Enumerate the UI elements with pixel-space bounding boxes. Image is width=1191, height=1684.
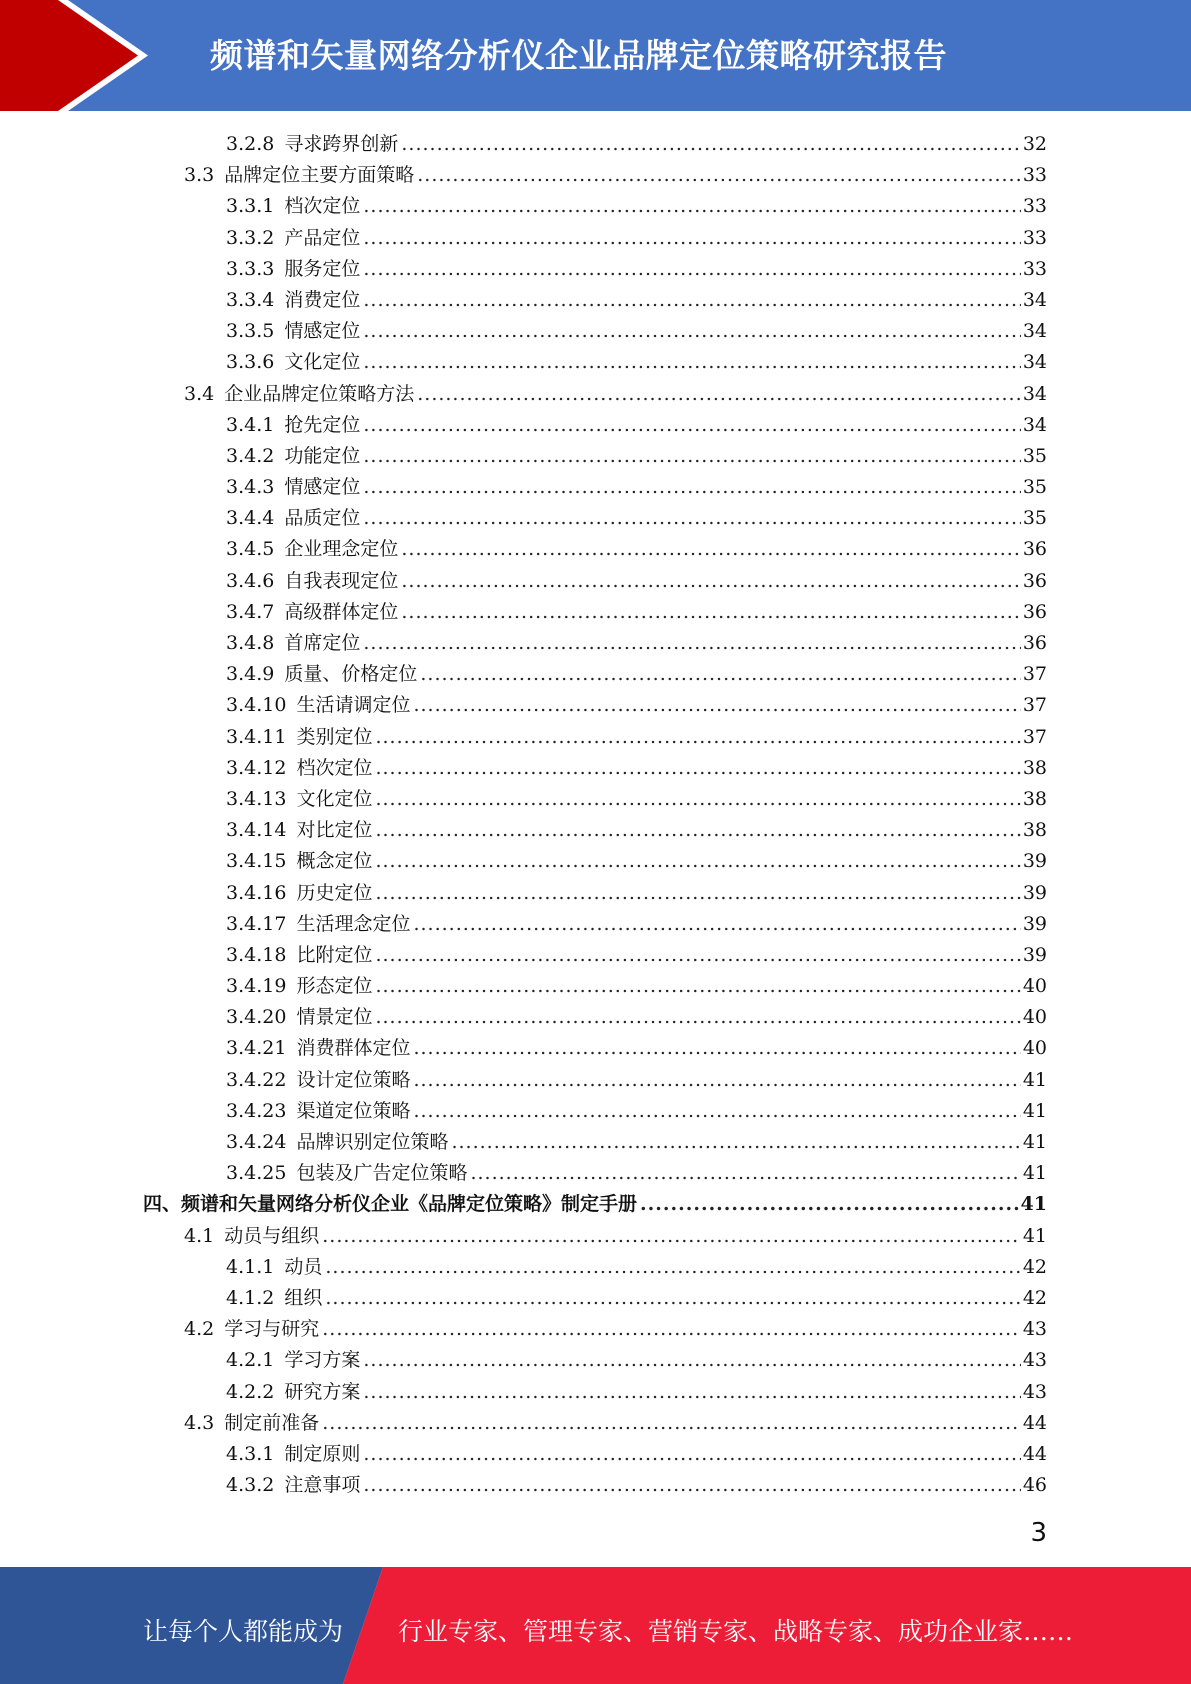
- toc-entry[interactable]: [0, 971, 1191, 1002]
- toc-entry-page: 43: [1022, 1380, 1047, 1403]
- toc-entry-page: 44: [1022, 1442, 1047, 1465]
- page-number: 3: [1030, 1518, 1047, 1548]
- toc-entry-number: 3.4.17: [226, 912, 287, 935]
- toc-entry-number: 3.4.7: [226, 600, 275, 623]
- toc-entry-number: 4.3: [184, 1411, 215, 1434]
- toc-entry[interactable]: [0, 1283, 1191, 1314]
- toc-dot-leader: [420, 659, 1020, 690]
- report-title: 频谱和矢量网络分析仪企业品牌定位策略研究报告: [210, 36, 947, 75]
- toc-entry-page: 41: [1022, 1162, 1047, 1185]
- toc-entry[interactable]: [0, 1345, 1191, 1376]
- toc-entry-title: 功能定位: [284, 444, 361, 467]
- toc-entry-number: 3.3.5: [226, 320, 275, 343]
- toc-entry-number: 3.3.4: [226, 288, 275, 311]
- toc-dot-leader: [363, 1377, 1020, 1408]
- toc-entry-title: 情感定位: [284, 320, 361, 343]
- toc-entry-number: 四、: [143, 1193, 182, 1216]
- toc-entry[interactable]: [0, 659, 1191, 690]
- toc-entry[interactable]: [0, 1065, 1191, 1096]
- toc-entry-page: 34: [1022, 382, 1047, 405]
- toc-dot-leader: [375, 722, 1020, 753]
- toc-entry-page: 38: [1022, 819, 1047, 842]
- toc-entry-title: 质量、价格定位: [284, 663, 418, 686]
- toc-entry[interactable]: [0, 940, 1191, 971]
- toc-entry[interactable]: [0, 690, 1191, 721]
- toc-entry[interactable]: [0, 534, 1191, 565]
- toc-entry-title: 生活理念定位: [296, 912, 411, 935]
- toc-dot-leader: [363, 191, 1020, 222]
- toc-entry-title: 制定原则: [284, 1442, 361, 1465]
- toc-dot-leader: [470, 1158, 1020, 1189]
- toc-dot-leader: [322, 1408, 1021, 1439]
- toc-entry-page: 32: [1022, 133, 1047, 155]
- toc-dot-leader: [363, 1439, 1020, 1470]
- toc-entry[interactable]: [0, 878, 1191, 909]
- toc-dot-leader: [363, 472, 1020, 503]
- toc-dot-leader: [640, 1189, 1019, 1220]
- toc-dot-leader: [375, 753, 1020, 784]
- toc-entry-title: 品质定位: [284, 507, 361, 530]
- toc-entry-page: 39: [1022, 943, 1047, 966]
- toc-dot-leader: [363, 628, 1020, 659]
- toc-entry-page: 36: [1022, 538, 1047, 561]
- toc-entry-page: 33: [1022, 226, 1047, 249]
- toc-dot-leader: [363, 503, 1020, 534]
- toc-entry[interactable]: [0, 1408, 1191, 1439]
- toc-entry-page: 37: [1022, 663, 1047, 686]
- toc-entry-page: 42: [1022, 1286, 1047, 1309]
- toc-dot-leader: [413, 909, 1020, 940]
- toc-dot-leader: [401, 129, 1020, 160]
- toc-entry-title: 档次定位: [296, 756, 373, 779]
- toc-entry[interactable]: [0, 815, 1191, 846]
- toc-entry-page: 35: [1022, 476, 1047, 499]
- toc-dot-leader: [363, 254, 1020, 285]
- toc-dot-leader: [325, 1252, 1020, 1283]
- toc-entry-number: 3.4.14: [226, 819, 287, 842]
- toc-entry-number: 4.1.1: [226, 1255, 275, 1278]
- toc-entry-number: 3.2.8: [226, 133, 275, 155]
- toc-entry-page: 37: [1022, 725, 1047, 748]
- toc-entry[interactable]: [0, 784, 1191, 815]
- toc-dot-leader: [413, 690, 1020, 721]
- toc-entry-title: 概念定位: [296, 850, 373, 873]
- toc-entry-title: 历史定位: [296, 881, 373, 904]
- toc-entry-page: 43: [1022, 1349, 1047, 1372]
- toc-entry-title: 制定前准备: [224, 1411, 320, 1434]
- toc-entry[interactable]: [0, 1470, 1191, 1501]
- toc-entry-title: 品牌定位主要方面策略: [224, 164, 415, 187]
- toc-entry-page: 44: [1022, 1411, 1047, 1434]
- table-of-contents: [0, 129, 1191, 1501]
- toc-entry-title: 消费定位: [284, 288, 361, 311]
- toc-entry-page: 36: [1022, 632, 1047, 654]
- toc-entry-number: 3.4: [184, 382, 215, 405]
- toc-entry-page: 36: [1022, 569, 1047, 592]
- toc-dot-leader: [363, 1345, 1020, 1376]
- toc-entry[interactable]: [0, 722, 1191, 753]
- toc-entry-number: 3.4.10: [226, 694, 287, 717]
- toc-entry-title: 形态定位: [296, 975, 373, 998]
- toc-dot-leader: [417, 160, 1021, 191]
- toc-entry-title: 设计定位策略: [296, 1068, 411, 1091]
- toc-entry-page: 39: [1022, 850, 1047, 873]
- toc-entry-page: 35: [1022, 507, 1047, 530]
- report-header: [0, 0, 1191, 111]
- toc-entry-page: 34: [1022, 413, 1047, 436]
- toc-entry-page: 39: [1022, 912, 1047, 935]
- toc-entry-page: 38: [1022, 756, 1047, 779]
- toc-entry-number: 4.3.1: [226, 1442, 275, 1465]
- toc-entry[interactable]: [0, 1033, 1191, 1064]
- toc-dot-leader: [413, 1033, 1020, 1064]
- toc-dot-leader: [375, 1002, 1020, 1033]
- toc-entry-title: 学习方案: [284, 1349, 361, 1372]
- toc-entry-page: 34: [1022, 351, 1047, 374]
- toc-entry[interactable]: [0, 1096, 1191, 1127]
- toc-entry-page: 34: [1022, 288, 1047, 311]
- toc-entry-title: 自我表现定位: [284, 569, 399, 592]
- toc-entry-number: 3.4.21: [226, 1037, 287, 1060]
- toc-dot-leader: [451, 1127, 1020, 1158]
- toc-entry-number: 3.4.6: [226, 569, 275, 592]
- toc-entry-number: 3.4.5: [226, 538, 275, 561]
- toc-entry-number: 3.4.22: [226, 1068, 287, 1091]
- toc-entry-number: 3.4.1: [226, 413, 275, 436]
- toc-entry[interactable]: [0, 846, 1191, 877]
- toc-entry[interactable]: [0, 191, 1191, 222]
- toc-entry[interactable]: [0, 1158, 1191, 1189]
- toc-entry[interactable]: [0, 503, 1191, 534]
- toc-entry-title: 情感定位: [284, 476, 361, 499]
- toc-entry-page: 41: [1022, 1068, 1047, 1091]
- toc-entry-number: 3.3.2: [226, 226, 275, 249]
- toc-entry-number: 3.4.11: [226, 725, 287, 748]
- toc-entry-page: 33: [1022, 164, 1047, 187]
- toc-entry-number: 3.4.19: [226, 975, 287, 998]
- toc-dot-leader: [363, 285, 1020, 316]
- toc-dot-leader: [325, 1283, 1020, 1314]
- toc-dot-leader: [375, 846, 1020, 877]
- toc-entry[interactable]: [0, 223, 1191, 254]
- toc-dot-leader: [363, 223, 1020, 254]
- toc-entry-title: 情景定位: [296, 1006, 373, 1029]
- toc-entry-page: 33: [1022, 257, 1047, 280]
- toc-entry-title: 生活请调定位: [296, 694, 411, 717]
- toc-entry-title: 对比定位: [296, 819, 373, 842]
- toc-entry-page: 36: [1022, 600, 1047, 623]
- toc-entry-title: 文化定位: [284, 351, 361, 374]
- toc-entry[interactable]: [0, 472, 1191, 503]
- toc-dot-leader: [413, 1065, 1020, 1096]
- toc-entry[interactable]: [0, 441, 1191, 472]
- toc-entry-page: 41: [1022, 1099, 1047, 1122]
- toc-entry[interactable]: [0, 1189, 1191, 1220]
- toc-entry-title: 企业品牌定位策略方法: [224, 382, 415, 405]
- toc-entry-title: 动员与组织: [224, 1224, 320, 1247]
- toc-entry[interactable]: [0, 1439, 1191, 1470]
- toc-entry-number: 4.3.2: [226, 1474, 275, 1497]
- toc-entry[interactable]: [0, 909, 1191, 940]
- toc-entry-title: 消费群体定位: [296, 1037, 411, 1060]
- toc-entry[interactable]: [0, 410, 1191, 441]
- toc-dot-leader: [375, 971, 1020, 1002]
- toc-entry-title: 首席定位: [284, 632, 361, 654]
- toc-entry[interactable]: [0, 129, 1191, 160]
- toc-entry[interactable]: [0, 1002, 1191, 1033]
- toc-entry-page: 40: [1022, 1006, 1047, 1029]
- toc-dot-leader: [322, 1314, 1021, 1345]
- toc-entry[interactable]: [0, 254, 1191, 285]
- toc-entry[interactable]: [0, 1377, 1191, 1408]
- toc-entry-page: 41: [1022, 1131, 1047, 1153]
- toc-dot-leader: [375, 784, 1020, 815]
- toc-entry[interactable]: [0, 347, 1191, 378]
- toc-entry-number: 4.1.2: [226, 1286, 275, 1309]
- toc-entry-title: 频谱和矢量网络分析仪企业《品牌定位策略》制定手册: [181, 1193, 638, 1216]
- toc-entry-title: 企业理念定位: [284, 538, 399, 561]
- toc-entry-page: 34: [1022, 320, 1047, 343]
- toc-entry-title: 注意事项: [284, 1474, 361, 1497]
- toc-entry-page: 46: [1022, 1474, 1047, 1497]
- toc-entry-page: 42: [1022, 1255, 1047, 1278]
- toc-entry-title: 比附定位: [296, 943, 373, 966]
- toc-entry-number: 3.4.13: [226, 787, 287, 810]
- toc-entry[interactable]: [0, 160, 1191, 191]
- toc-entry-number: 3.4.23: [226, 1099, 287, 1122]
- toc-entry-number: 3.4.24: [226, 1131, 287, 1153]
- toc-entry-title: 抢先定位: [284, 413, 361, 436]
- toc-entry-page: 35: [1022, 444, 1047, 467]
- toc-entry-number: 4.2.1: [226, 1349, 275, 1372]
- toc-entry-page: 40: [1022, 975, 1047, 998]
- toc-entry-page: 37: [1022, 694, 1047, 717]
- toc-entry-page: 33: [1022, 195, 1047, 218]
- toc-entry[interactable]: [0, 1221, 1191, 1252]
- toc-dot-leader: [363, 316, 1020, 347]
- toc-entry-title: 包装及广告定位策略: [296, 1162, 468, 1185]
- toc-entry-page: 38: [1022, 787, 1047, 810]
- toc-entry[interactable]: [0, 628, 1191, 659]
- toc-entry-page: 41: [1022, 1224, 1047, 1247]
- footer-slogan-right: 行业专家、管理专家、营销专家、战略专家、成功企业家……: [398, 1617, 1074, 1646]
- toc-entry-number: 4.2.2: [226, 1380, 275, 1403]
- toc-dot-leader: [375, 815, 1020, 846]
- toc-entry[interactable]: [0, 1252, 1191, 1283]
- toc-entry-number: 3.4.12: [226, 756, 287, 779]
- toc-dot-leader: [363, 441, 1020, 472]
- toc-entry[interactable]: [0, 753, 1191, 784]
- toc-entry-title: 类别定位: [296, 725, 373, 748]
- toc-entry[interactable]: [0, 379, 1191, 410]
- toc-entry-title: 品牌识别定位策略: [296, 1131, 449, 1153]
- toc-entry-number: 3.4.3: [226, 476, 275, 499]
- toc-entry-title: 学习与研究: [224, 1318, 320, 1341]
- toc-entry-number: 3.4.4: [226, 507, 275, 530]
- toc-entry[interactable]: [0, 316, 1191, 347]
- toc-dot-leader: [375, 878, 1020, 909]
- toc-entry-number: 3.4.16: [226, 881, 287, 904]
- toc-dot-leader: [363, 347, 1020, 378]
- toc-entry-number: 3.4.20: [226, 1006, 287, 1029]
- toc-entry-number: 3.4.25: [226, 1162, 287, 1185]
- toc-entry-title: 动员: [284, 1255, 323, 1278]
- toc-dot-leader: [375, 940, 1020, 971]
- toc-entry-page: 40: [1022, 1037, 1047, 1060]
- toc-entry[interactable]: [0, 1127, 1191, 1158]
- toc-entry-title: 组织: [284, 1286, 323, 1309]
- toc-entry-title: 高级群体定位: [284, 600, 399, 623]
- toc-entry-number: 3.3.3: [226, 257, 275, 280]
- toc-dot-leader: [413, 1096, 1020, 1127]
- toc-dot-leader: [401, 566, 1020, 597]
- red-chevron-decoration: [0, 0, 160, 111]
- toc-entry-number: 3.4.18: [226, 943, 287, 966]
- toc-entry-title: 文化定位: [296, 787, 373, 810]
- toc-entry-number: 3.3: [184, 164, 215, 187]
- toc-entry-title: 渠道定位策略: [296, 1099, 411, 1122]
- toc-entry-number: 4.2: [184, 1318, 215, 1341]
- footer-slogan-left: 让每个人都能成为: [143, 1617, 344, 1646]
- toc-entry[interactable]: [0, 1314, 1191, 1345]
- toc-entry-page: 41: [1020, 1193, 1047, 1216]
- toc-dot-leader: [401, 534, 1020, 565]
- toc-dot-leader: [363, 410, 1020, 441]
- toc-entry-title: 档次定位: [284, 195, 361, 218]
- toc-dot-leader: [322, 1221, 1021, 1252]
- toc-entry-page: 43: [1022, 1318, 1047, 1341]
- toc-entry-title: 服务定位: [284, 257, 361, 280]
- toc-entry-page: 39: [1022, 881, 1047, 904]
- toc-entry-title: 寻求跨界创新: [284, 133, 399, 155]
- toc-entry[interactable]: [0, 566, 1191, 597]
- toc-entry-number: 3.3.1: [226, 195, 275, 218]
- toc-entry-number: 3.4.8: [226, 632, 275, 654]
- toc-dot-leader: [401, 597, 1020, 628]
- toc-entry-number: 3.4.9: [226, 663, 275, 686]
- toc-entry-number: 3.4.2: [226, 444, 275, 467]
- toc-entry-number: 4.1: [184, 1224, 215, 1247]
- toc-entry-number: 3.4.15: [226, 850, 287, 873]
- toc-entry-title: 研究方案: [284, 1380, 361, 1403]
- toc-entry-title: 产品定位: [284, 226, 361, 249]
- toc-entry[interactable]: [0, 285, 1191, 316]
- toc-dot-leader: [363, 1470, 1020, 1501]
- toc-entry-number: 3.3.6: [226, 351, 275, 374]
- toc-entry[interactable]: [0, 597, 1191, 628]
- toc-dot-leader: [417, 379, 1021, 410]
